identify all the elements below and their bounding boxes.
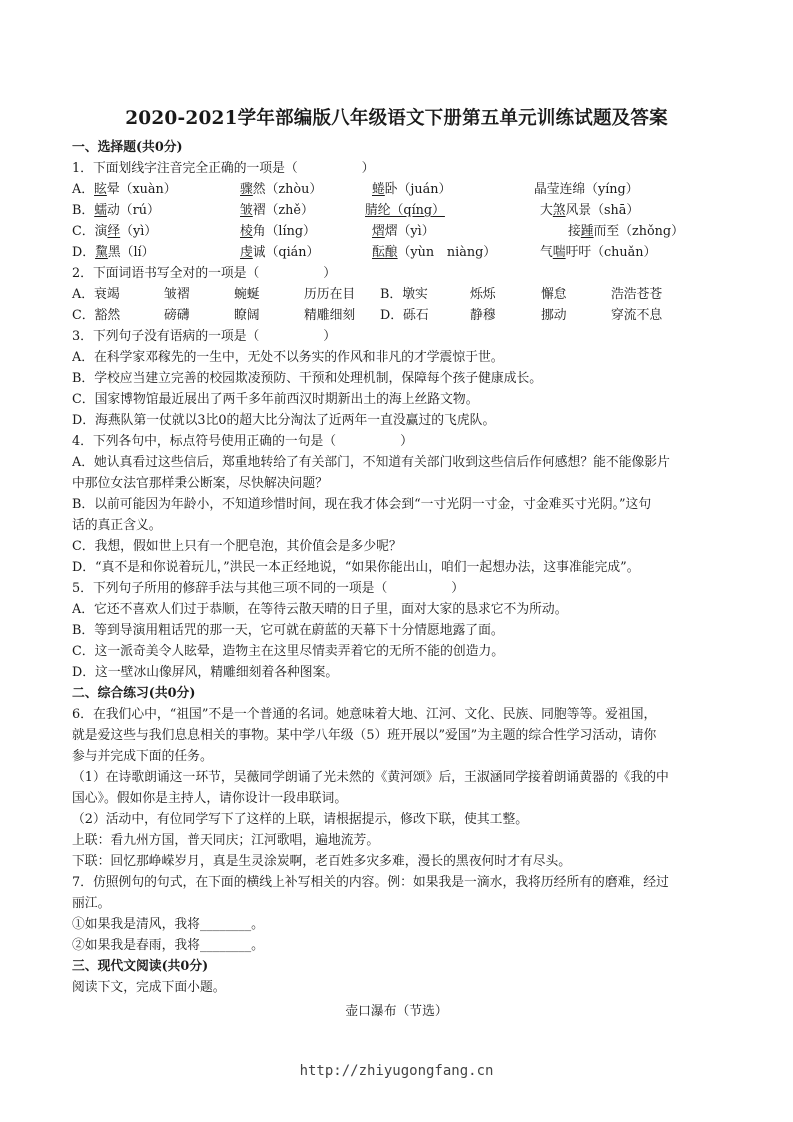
- q4-option-b-cont: 话的真正含义。: [72, 518, 162, 533]
- q2-word: D．砾石: [380, 308, 429, 323]
- option-text: 黑（lí）: [107, 245, 155, 260]
- q3-option-c: C．国家博物馆最近展出了两千多年前西汉时期新出土的海上丝路文物。: [72, 392, 479, 407]
- section-heading-reading: 三、现代文阅读(共0分): [72, 959, 209, 974]
- q2-word: 历历在目: [304, 287, 356, 302]
- q4-option-c: C．我想，假如世上只有一个肥皂泡，其价值会是多少呢？: [72, 539, 402, 554]
- q5-option-a: A．它还不喜欢人们过于恭顺，在等待云散天晴的日子里，面对大家的恳求它不为所动。: [72, 602, 568, 617]
- q2-word: 磅礴: [164, 308, 190, 323]
- q3-option-b: B．学校应当建立完善的校园欺凌预防、干预和处理机制，保障每个孩子健康成长。: [72, 371, 543, 386]
- option-text: 气: [540, 245, 553, 260]
- q1-option-d: [72, 244, 154, 262]
- q4-option-d: D．“真不是和你说着玩儿，”洪民一本正经地说，“如果你能出山，咱们一起想办法，这事准能完成”。: [72, 560, 640, 575]
- q2-word: 穿流不息: [611, 308, 663, 323]
- q2-stem: 2．下面词语书写全对的一项是（ ）: [72, 266, 337, 281]
- q7-blank-2: ②如果我是春雨，我将________。: [72, 938, 264, 953]
- q2-word: 烁烁: [470, 287, 496, 302]
- option-text: （yùn niàng）: [397, 245, 497, 260]
- underlined-char: 眩: [94, 182, 107, 197]
- q4-stem: 4．下列各句中，标点符号使用正确的一句是（ ）: [72, 434, 413, 449]
- q1-option-d-item2: [240, 244, 319, 262]
- option-text: 褶（zhě）: [252, 203, 314, 218]
- option-text: 卧（juán）: [384, 182, 452, 197]
- underlined-char: 酝: [372, 245, 385, 260]
- footer-url: http://zhiyugongfang.cn: [299, 1063, 494, 1079]
- option-letter: A．: [72, 182, 95, 197]
- article-title: 壶口瀑布（节选）: [345, 1004, 448, 1019]
- q2-word: 懈怠: [541, 287, 567, 302]
- underlined-char: 骤: [240, 182, 253, 197]
- option-letter: D．: [72, 245, 96, 260]
- q2-word: 浩浩苍苍: [611, 287, 663, 302]
- option-text: 风景（shā）: [565, 203, 640, 218]
- q2-word: A．衰竭: [72, 287, 120, 302]
- underlined-char: 熠: [372, 224, 385, 239]
- q5-option-d: D．这一壁冰山像屏风，精雕细刻着各种图案。: [72, 665, 339, 680]
- q2-word: 静穆: [470, 308, 496, 323]
- underlined-char: 酿: [384, 245, 398, 260]
- underlined-char: 蜷: [372, 182, 385, 197]
- option-text: 大: [540, 203, 553, 218]
- underlined-char: 黧: [95, 245, 108, 260]
- couplet-upper: 上联：看九州方国，普天同庆；江河歌唱，遍地流芳。: [72, 833, 380, 848]
- q3-stem: 3．下列句子没有语病的一项是（ ）: [72, 329, 337, 344]
- q1-option-b-item4: [540, 202, 639, 220]
- couplet-lower: 下联：回忆那峥嵘岁月，真是生灵涂炭啊，老百姓多灾多难，漫长的黑夜何时才有尽头。: [72, 854, 572, 869]
- q1-stem: 1．下面划线字注音完全正确的一项是（ ）: [72, 161, 375, 176]
- option-text: 接: [568, 224, 581, 239]
- underlined-char: 踵: [580, 224, 594, 239]
- q2-word: 蜿蜒: [234, 287, 260, 302]
- q6-task2: （2）活动中，有位同学写下了这样的上联，请根据提示，修改下联，使其工整。: [72, 812, 529, 827]
- q3-option-a: A．在科学家邓稼先的一生中，无处不以务实的作风和非凡的才学震惊于世。: [72, 350, 504, 365]
- option-text: 晕（xuàn）: [106, 182, 177, 197]
- q1-option-b-item2: [240, 202, 314, 220]
- option-text: 吁吁（chuǎn）: [565, 245, 657, 260]
- q1-option-b-item3: [365, 202, 445, 220]
- q6-paragraph: 6．在我们心中，“祖国”不是一个普通的名词。她意味着大地、江河、文化、民族、同胞等等。爱祖国，: [72, 707, 657, 722]
- q1-option-a-item3: [372, 181, 451, 199]
- option-letter: B．: [72, 203, 95, 218]
- q4-option-b: B．以前可能因为年龄小，不知道珍惜时间，现在我才体会到“一寸光阴一寸金，寸金难买寸光阴。”这句: [72, 497, 652, 512]
- q2-word: C．豁然: [72, 308, 121, 323]
- option-text: 熠（yì）: [384, 224, 435, 239]
- q1-option-b: [72, 202, 160, 220]
- option-text: 诚（qián）: [252, 245, 320, 260]
- q7-stem: 7．仿照例句的句式，在下面的横线上补写相关的内容。例：如果我是一滴水，我将历经所有的磨难，经过: [72, 875, 669, 890]
- q1-option-c-item3: [372, 223, 435, 241]
- option-text: 然（zhòu）: [252, 182, 323, 197]
- q2-word: 精雕细刻: [304, 308, 356, 323]
- underlined-char: 喘: [552, 245, 566, 260]
- reading-intro: 阅读下文，完成下面小题。: [72, 980, 226, 995]
- q3-option-d: D．海燕队第一仗就以3比0的超大比分淘汰了近两年一直没赢过的飞虎队。: [72, 413, 496, 428]
- q7-stem-cont: 丽江。: [72, 896, 111, 911]
- page-title: 2020-2021学年部编版八年级语文下册第五单元训练试题及答案: [125, 108, 668, 129]
- q5-stem: 5．下列句子所用的修辞手法与其他三项不同的一项是（ ）: [72, 581, 465, 596]
- q2-word: B．墩实: [380, 287, 428, 302]
- option-text: 角（líng）: [252, 224, 316, 239]
- q7-blank-1: ①如果我是清风，我将________。: [72, 917, 264, 932]
- option-text: 演: [94, 224, 108, 239]
- section-heading-comprehensive: 二、综合练习(共0分): [72, 686, 196, 701]
- option-text: （yì）: [120, 224, 158, 239]
- underlined-char: 煞: [552, 203, 566, 218]
- q6-task1: （1）在诗歌朗诵这一环节，吴薇同学朗诵了光未然的《黄河颂》后，王淑涵同学接着朗诵黄器的《我的中: [72, 770, 669, 785]
- q1-option-a-item2: [240, 181, 322, 199]
- q5-option-c: C．这一派奇美令人眩晕，造物主在这里尽情卖弄着它的无所不能的创造力。: [72, 644, 505, 659]
- q6-paragraph: 就是爱这些与我们息息相关的事物。某中学八年级（5）班开展以”爱国”为主题的综合性学习活动，请你: [72, 728, 657, 743]
- underlined-char: 皱: [240, 203, 253, 218]
- q6-task1-cont: 国心》。假如你是主持人，请你设计一段串联词。: [72, 791, 348, 806]
- underlined-char: 棱: [240, 224, 253, 239]
- q1-option-c-item4: [568, 223, 684, 241]
- q4-option-a: A．她认真看过这些信后，郑重地转给了有关部门，不知道有关部门收到这些信后作何感想？能不能像影片: [72, 455, 670, 470]
- q6-paragraph: 参与并完成下面的任务。: [72, 749, 213, 764]
- option-text: 动（rú）: [107, 203, 160, 218]
- q1-option-c-item2: [240, 223, 316, 241]
- q1-option-d-item3: [372, 244, 496, 262]
- q2-word: 皱褶: [164, 287, 190, 302]
- q2-word: 瞭阔: [234, 308, 260, 323]
- underlined-char: 绎: [107, 224, 121, 239]
- option-text: 而至（zhǒng）: [593, 224, 684, 239]
- underlined-char: 蠕: [94, 203, 107, 218]
- q1-option-c: [72, 223, 157, 241]
- underlined-char: 虔: [240, 245, 253, 260]
- option-text: 腈纶（qíng）: [365, 203, 445, 218]
- q2-word: 挪动: [541, 308, 567, 323]
- q1-option-d-item4: [540, 244, 656, 262]
- q4-option-a-cont: 中那位女法官那样秉公断案，尽快解决问题？: [72, 476, 328, 491]
- option-letter: C．: [72, 224, 95, 239]
- q1-option-a: [72, 181, 177, 199]
- option-text: 晶莹连绵（yíng）: [534, 182, 639, 197]
- section-heading-choice: 一、选择题(共0分): [72, 140, 183, 155]
- q1-option-a-item4: [534, 181, 639, 199]
- q5-option-b: B．等到导演用粗话咒的那一天，它可就在蔚蓝的天幕下十分情愿地露了面。: [72, 623, 504, 638]
